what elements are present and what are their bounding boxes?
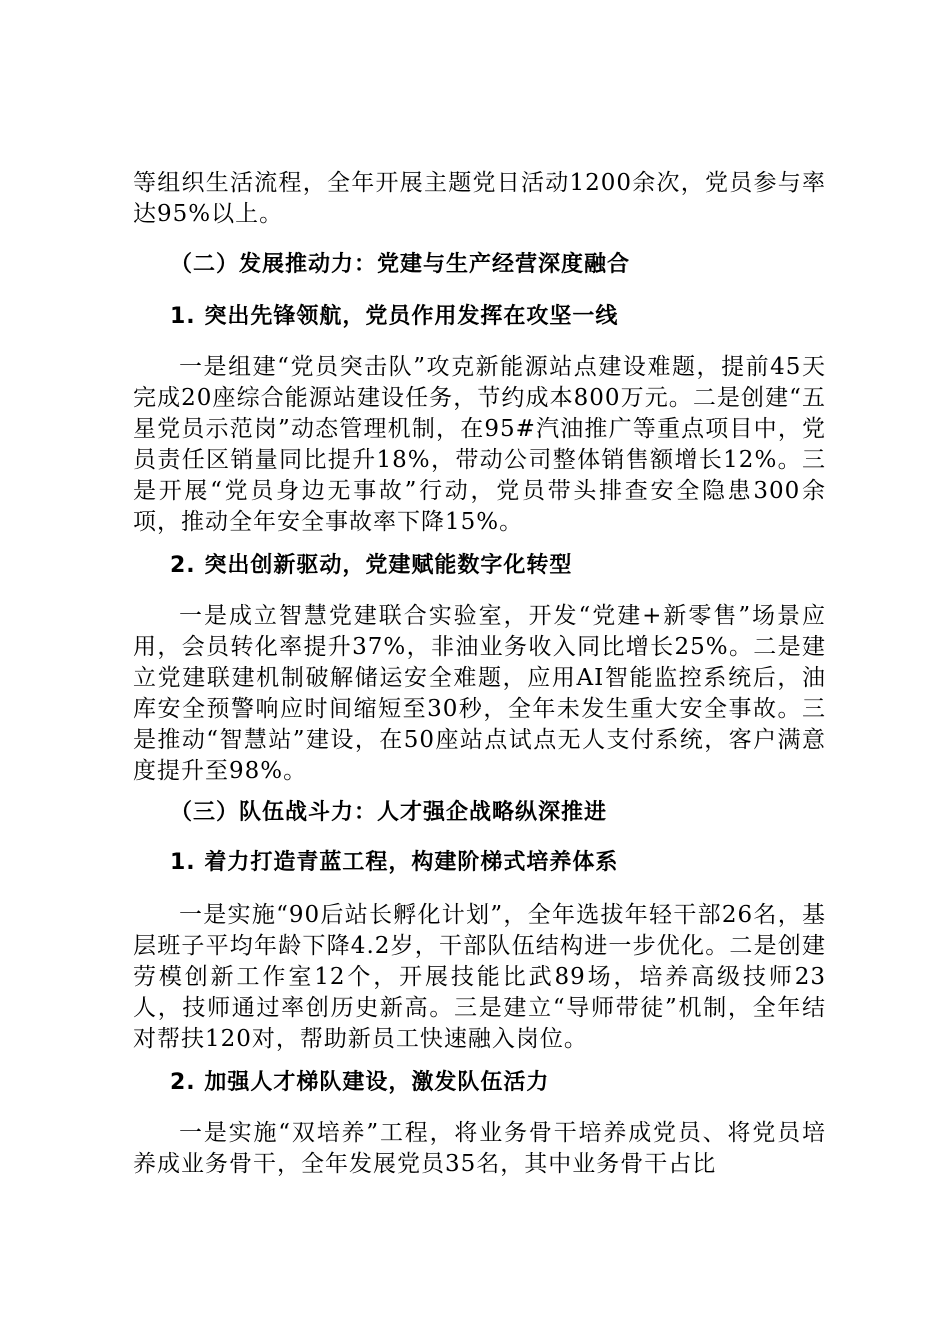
section-heading-development: （二）发展推动力：党建与生产经营深度融合	[170, 252, 631, 277]
subsection-heading-innovation: 2. 突出创新驱动，党建赋能数字化转型	[170, 553, 573, 578]
subsection-heading-qinglan: 1. 着力打造青蓝工程，构建阶梯式培养体系	[170, 850, 619, 875]
paragraph-talent-details: 一是实施“双培养”工程，将业务骨干培养成党员、将党员培养成业务骨干，全年发展党员35名，其中业务骨干占比	[133, 1120, 826, 1177]
paragraph-org-life-summary: 等组织生活流程，全年开展主题党日活动1200余次，党员参与率达95%以上。	[133, 170, 826, 227]
subsection-heading-talent: 2. 加强人才梯队建设，激发队伍活力	[170, 1070, 550, 1095]
section-heading-team: （三）队伍战斗力：人才强企战略纵深推进	[170, 800, 608, 825]
subsection-heading-pioneer: 1. 突出先锋领航，党员作用发挥在攻坚一线	[170, 304, 619, 329]
paragraph-innovation-details: 一是成立智慧党建联合实验室，开发“党建+新零售”场景应用，会员转化率提升37%，非油业务收入同比增长25%。二是建立党建联建机制破解储运安全难题，应用AI智能监控系统后，油库安全预警响应时间缩短至30秒，全年未发生重大安全事故。三是推动“智慧站”建设，在50座站点试点无人支付系统，客户满意度提升至98%。	[133, 603, 826, 784]
paragraph-qinglan-details: 一是实施“90后站长孵化计划”，全年选拔年轻干部26名，基层班子平均年龄下降4.2岁，干部队伍结构进一步优化。二是创建劳模创新工作室12个，开展技能比武89场，培养高级技师23人，技师通过率创历史新高。三是建立“导师带徒”机制，全年结对帮扶120对，帮助新员工快速融入岗位。	[133, 902, 826, 1052]
paragraph-pioneer-details: 一是组建“党员突击队”攻克新能源站点建设难题，提前45天完成20座综合能源站建设任务，节约成本800万元。二是创建“五星党员示范岗”动态管理机制，在95#汽油推广等重点项目中，党员责任区销量同比提升18%，带动公司整体销售额增长12%。三是开展“党员身边无事故”行动，党员带头排查安全隐患300余项，推动全年安全事故率下降15%。	[133, 354, 826, 535]
